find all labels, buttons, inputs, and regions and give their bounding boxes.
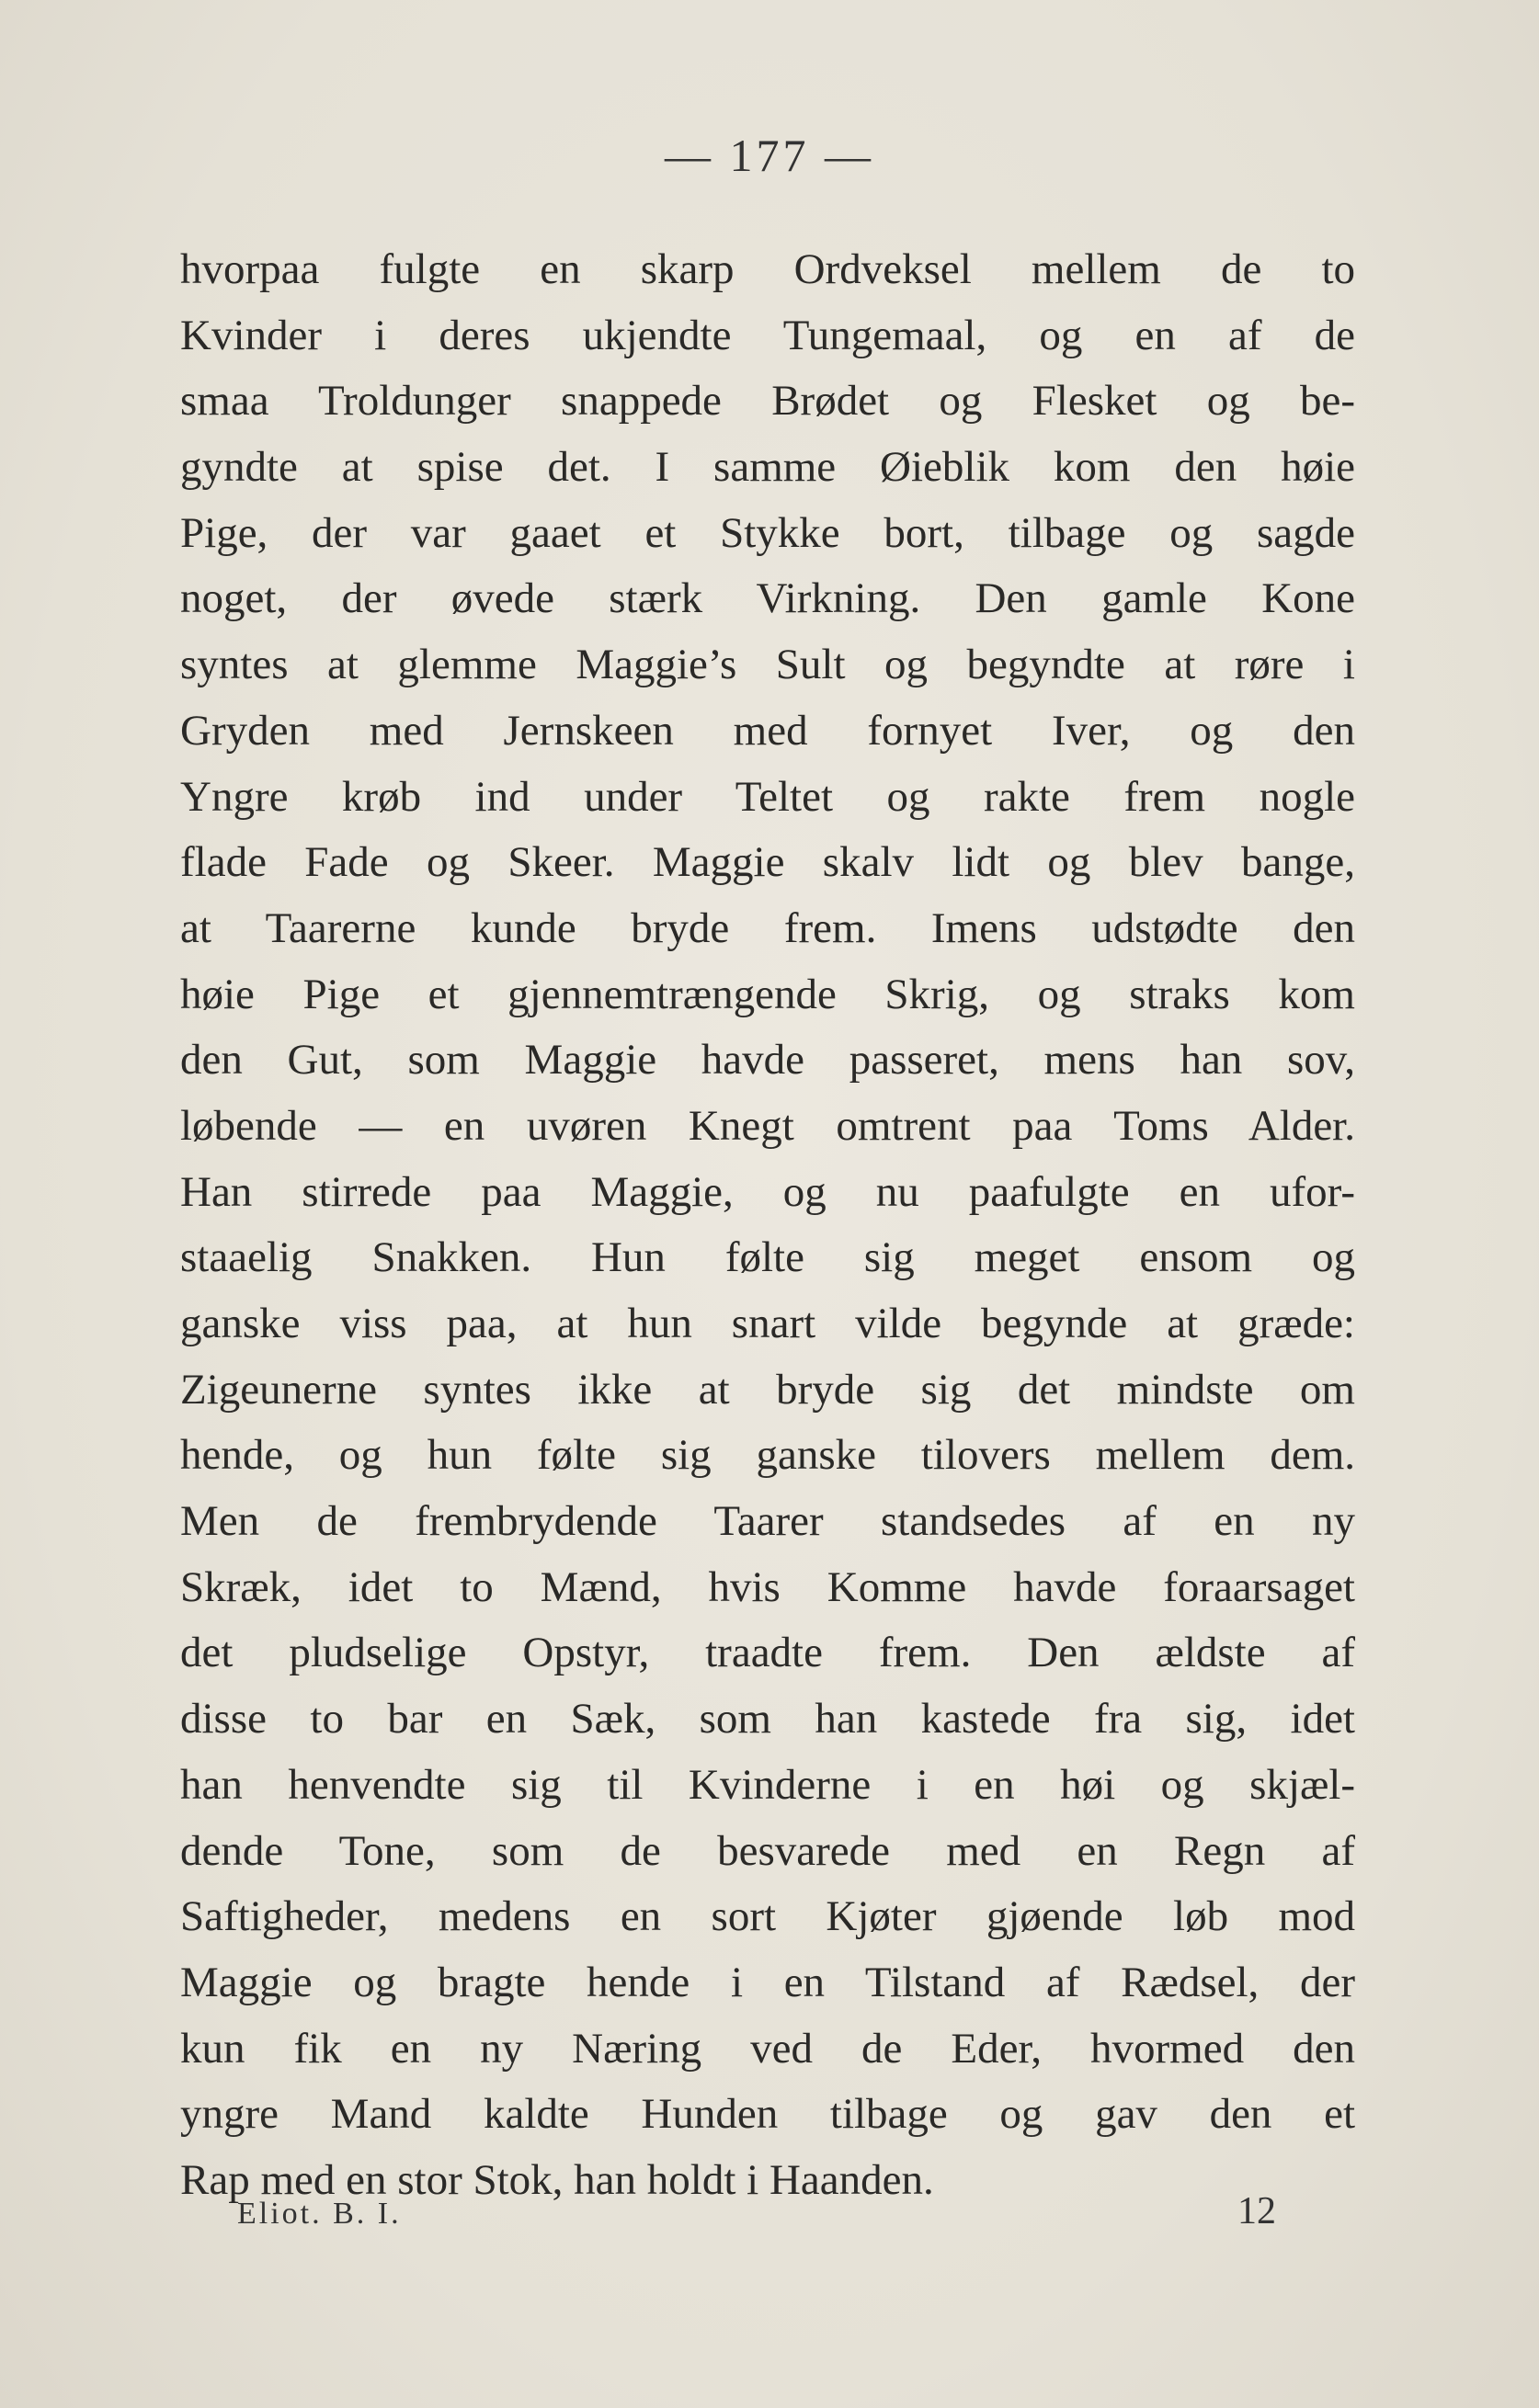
text-line: staaelig Snakken. Hun følte sig meget ensom og xyxy=(180,1233,1355,1282)
text-line: Han stirrede paa Maggie, og nu paafulgte en ufor- xyxy=(180,1167,1355,1216)
text-line: yngre Mand kaldte Hunden tilbage og gav den et xyxy=(180,2090,1355,2139)
text-line: dende Tone, som de besvarede med en Regn af xyxy=(180,1826,1355,1875)
text-line: løbende — en uvøren Knegt omtrent paa Toms Alder. xyxy=(180,1101,1355,1150)
text-line: Skræk, idet to Mænd, hvis Komme havde foraarsaget xyxy=(180,1562,1355,1611)
text-line: hende, og hun følte sig ganske tilovers mellem dem. xyxy=(180,1431,1355,1480)
text-line: det pludselige Opstyr, traadte frem. Den ældste af xyxy=(180,1629,1355,1677)
text-line: smaa Troldunger snappede Brødet og Flesket og be- xyxy=(180,377,1355,426)
text-line: gyndte at spise det. I samme Øieblik kom den høie xyxy=(180,443,1355,492)
text-line: Pige, der var gaaet et Stykke bort, tilbage og sagde xyxy=(180,508,1355,557)
text-line: syntes at glemme Maggie’s Sult og begyndte at røre i xyxy=(180,641,1355,689)
text-line: høie Pige et gjennemtrængende Skrig, og straks kom xyxy=(180,970,1355,1018)
page-footer xyxy=(237,2190,1276,2252)
text-line: disse to bar en Sæk, som han kastede fra sig, idet xyxy=(180,1695,1355,1744)
text-line-last: Rap med en stor Stok, han holdt i Haanden. xyxy=(180,2155,934,2204)
text-line: ganske viss paa, at hun snart vilde begynde at græde: xyxy=(180,1300,1355,1347)
text-line: kun fik en ny Næring ved de Eder, hvormed den xyxy=(180,2024,1355,2073)
text-line: Maggie og bragte hende i en Tilstand af Rædsel, der xyxy=(180,1958,1355,2006)
text-line: Zigeunerne syntes ikke at bryde sig det mindste om xyxy=(180,1365,1355,1414)
body-text xyxy=(180,237,1355,2214)
text-line: Yngre krøb ind under Teltet og rakte frem nogle xyxy=(180,772,1355,821)
text-line: flade Fade og Skeer. Maggie skalv lidt og blev bange, xyxy=(180,838,1355,887)
text-line: Saftigheder, medens en sort Kjøter gjøende løb mod xyxy=(180,1892,1355,1941)
text-line: den Gut, som Maggie havde passeret, mens han sov, xyxy=(180,1036,1355,1085)
sheet-number: 12 xyxy=(1237,2190,1276,2232)
text-line: hvorpaa fulgte en skarp Ordveksel mellem de to xyxy=(180,245,1355,293)
text-line: at Taarerne kunde bryde frem. Imens udstødte den xyxy=(180,903,1355,952)
text-line: Gryden med Jernskeen med fornyet Iver, og den xyxy=(180,706,1355,755)
page-number: — 177 — xyxy=(665,130,874,181)
text-line: han henvendte sig til Kvinderne i en høi og skjæl- xyxy=(180,1760,1355,1809)
text-line: Kvinder i deres ukjendte Tungemaal, og en af de xyxy=(180,311,1355,359)
text-line: noget, der øvede stærk Virkning. Den gamle Kone xyxy=(180,574,1355,623)
signature-mark: Eliot. B. I. xyxy=(237,2197,402,2231)
text-line: Men de frembrydende Taarer standsedes af en ny xyxy=(180,1497,1355,1546)
